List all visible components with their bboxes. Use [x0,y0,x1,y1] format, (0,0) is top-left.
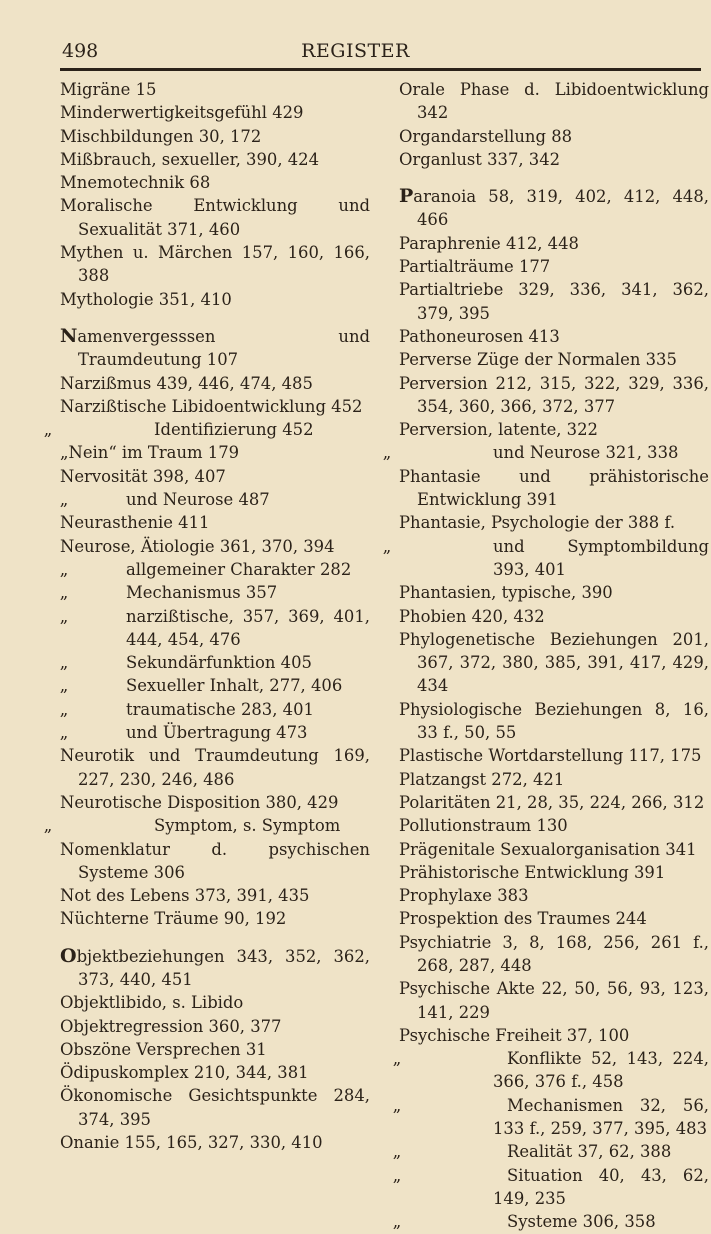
index-entry: Psychiatrie 3, 8, 168, 256, 261 f., 268, 287, 448 [399,932,709,975]
index-entry: Mythologie 351, 410 [60,289,232,309]
ditto-mark: „ [59,699,69,719]
index-subentry-text: Identifizierung 452 [154,420,314,440]
index-entry: Pollutionstraum 130 [399,816,568,836]
index-column-left [43,78,370,1154]
index-entry: „Nein“ im Traum 179 [60,443,240,463]
index-entry: Obszöne Versprechen 31 [60,1039,267,1059]
index-entry: Nüchterne Träume 90, 192 [60,909,287,929]
index-entry: Neurasthenie 411 [60,513,210,533]
ditto-mark: „ [392,1095,402,1115]
index-entry: Phantasie und prähistorische Entwicklung 391 [399,466,709,510]
section-initial-letter: O [60,944,77,967]
index-entry: Polaritäten 21, 28, 35, 224, 266, 312 [399,792,705,812]
index-subentry-text: traumatische 283, 401 [126,699,314,719]
index-entry-section-start [60,945,370,992]
letter-section-gap [60,931,370,945]
index-entry: Physiologische Beziehungen 8, 16, 33 f., 50, 55 [399,699,709,743]
index-entry: Pathoneurosen 413 [399,326,560,346]
index-entry: Narzißtische Libidoentwicklung 452 [60,396,363,416]
index-subentry-text: Sekundärfunktion 405 [126,653,312,673]
ditto-mark: „ [59,676,69,696]
index-subentry-text: und Neurose 487 [126,490,270,510]
index-entry: Ödipuskomplex 210, 344, 381 [60,1063,309,1083]
index-entry: Narzißmus 439, 446, 474, 485 [60,373,313,393]
index-entry: Objektlibido, s. Libido [60,993,244,1013]
index-subentry-text: und Übertragung 473 [126,723,308,743]
index-subentry-text: Realität 37, 62, 388 [507,1142,672,1162]
ditto-mark: „ [382,443,392,463]
index-entry: Partialträume 177 [399,257,551,277]
index-subentry-text: allgemeiner Charakter 282 [126,559,352,579]
index-entry-text: bjektbeziehungen 343, 352, 362, 373, 440, 451 [76,946,370,989]
index-subentry [60,674,370,697]
index-entry: Migräne 15 [60,80,157,99]
section-initial-letter: N [60,324,78,347]
index-entry: Mnemotechnik 68 [60,173,211,193]
index-subentry [60,581,370,604]
index-entry: Phantasie, Psychologie der 388 f. [399,513,676,533]
index-entry: Paraphrenie 412, 448 [399,233,579,253]
index-entry: Prophylaxe 383 [399,886,529,906]
index-subentry [382,535,709,582]
ditto-mark: „ [59,606,69,626]
index-subentry-text: Sexueller Inhalt, 277, 406 [126,676,343,696]
index-entry: Phylogenetische Beziehungen 201, 367, 372, 380, 385, 391, 417, 429, 434 [399,629,709,696]
running-head: REGISTER [301,40,410,62]
index-subentry-text: und Symptombildung 393, 401 [493,536,709,579]
index-entry: Psychische Freiheit 37, 100 [399,1025,630,1045]
index-entry: Prospektion des Traumes 244 [399,909,647,929]
index-entry: Organdarstellung 88 [399,126,573,146]
index-subentry-text: Systeme 306, 358 [507,1212,656,1232]
index-subentry [382,441,709,464]
index-entry: Psychische Akte 22, 50, 56, 93, 123, 141, 229 [399,979,709,1022]
index-entry: Onanie 155, 165, 327, 330, 410 [60,1133,323,1153]
index-entry: Moralische Entwicklung und Sexualität 371, 460 [60,196,370,239]
index-subentry [43,418,370,441]
index-entry: Ökonomische Gesichtspunkte 284, 374, 395 [60,1086,370,1129]
letter-section-gap [399,171,709,185]
ditto-mark: „ [392,1049,402,1069]
index-entry: Neurose, Ätiologie 361, 370, 394 [60,536,335,556]
index-subentry [392,1047,709,1094]
ditto-mark: „ [382,536,392,556]
index-column-right [382,78,709,1234]
index-subentry [60,721,370,744]
index-entry: Mythen u. Märchen 157, 160, 166, 388 [60,243,370,286]
index-entry-text: aranoia 58, 319, 402, 412, 448, 466 [413,187,709,230]
section-initial-letter: P [399,185,414,208]
index-entry: Partialtriebe 329, 336, 341, 362, 379, 395 [399,280,709,323]
index-entry: Not des Lebens 373, 391, 435 [60,886,310,906]
ditto-mark: „ [392,1142,402,1162]
ditto-mark: „ [392,1165,402,1185]
index-entry-text: amenvergesssen und Traumdeutung 107 [77,326,370,370]
letter-section-gap [60,311,370,325]
index-subentry [60,605,370,652]
index-entry: Phantasien, typische, 390 [399,583,613,603]
index-subentry-text: Situation 40, 43, 62, 149, 235 [493,1165,709,1208]
index-entry: Prägenitale Sexualorganisation 341 [399,839,697,859]
index-entry: Perversion, latente, 322 [399,420,598,440]
index-subentry [60,698,370,721]
index-subentry [60,488,370,511]
index-entry: Mißbrauch, sexueller, 390, 424 [60,149,320,169]
index-entry: Prähistorische Entwicklung 391 [399,862,666,882]
index-subentry [392,1140,709,1163]
index-subentry-text: Symptom, s. Symptom [154,816,341,836]
ditto-mark: „ [392,1212,402,1232]
index-entry-section-start [399,185,709,232]
index-entry: Orale Phase d. Libidoentwicklung 342 [399,80,709,123]
ditto-mark: „ [59,490,69,510]
index-subentry-text: Mechanismen 32, 56, 133 f., 259, 377, 395, 483 [493,1095,709,1139]
index-entry: Minderwertigkeitsgefühl 429 [60,103,304,123]
index-entry: Nervosität 398, 407 [60,466,226,486]
index-entry: Neurotik und Traumdeutung 169, 227, 230, 246, 486 [60,746,370,789]
index-entry: Plastische Wortdarstellung 117, 175 [399,746,702,766]
index-subentry [392,1164,709,1211]
index-subentry [60,651,370,674]
header-rule [60,68,701,71]
ditto-mark: „ [43,816,53,836]
ditto-mark: „ [59,653,69,673]
index-subentry-text: und Neurose 321, 338 [493,443,679,463]
index-entry: Perversion 212, 315, 322, 329, 336, 354, 360, 366, 372, 377 [399,373,709,416]
index-subentry [60,558,370,581]
index-entry: Platzangst 272, 421 [399,769,565,789]
index-entry: Objektregression 360, 377 [60,1016,282,1036]
index-entry: Nomenklatur d. psychischen Systeme 306 [60,839,370,882]
index-entry: Perverse Züge der Normalen 335 [399,350,677,370]
index-subentry [43,814,370,837]
ditto-mark: „ [59,583,69,603]
ditto-mark: „ [59,559,69,579]
index-entry: Phobien 420, 432 [399,606,545,626]
ditto-mark: „ [59,723,69,743]
index-entry: Organlust 337, 342 [399,149,561,169]
index-subentry [392,1094,709,1141]
index-subentry-text: Konflikte 52, 143, 224, 366, 376 f., 458 [493,1049,709,1092]
page-number: 498 [62,40,99,62]
index-entry: Neurotische Disposition 380, 429 [60,792,339,812]
index-subentry-text: narzißtische, 357, 369, 401, 444, 454, 476 [126,606,370,649]
index-subentry [392,1210,709,1233]
ditto-mark: „ [43,420,53,440]
index-subentry-text: Mechanismus 357 [126,583,278,603]
index-entry-section-start [60,325,370,372]
index-entry: Mischbildungen 30, 172 [60,126,262,146]
